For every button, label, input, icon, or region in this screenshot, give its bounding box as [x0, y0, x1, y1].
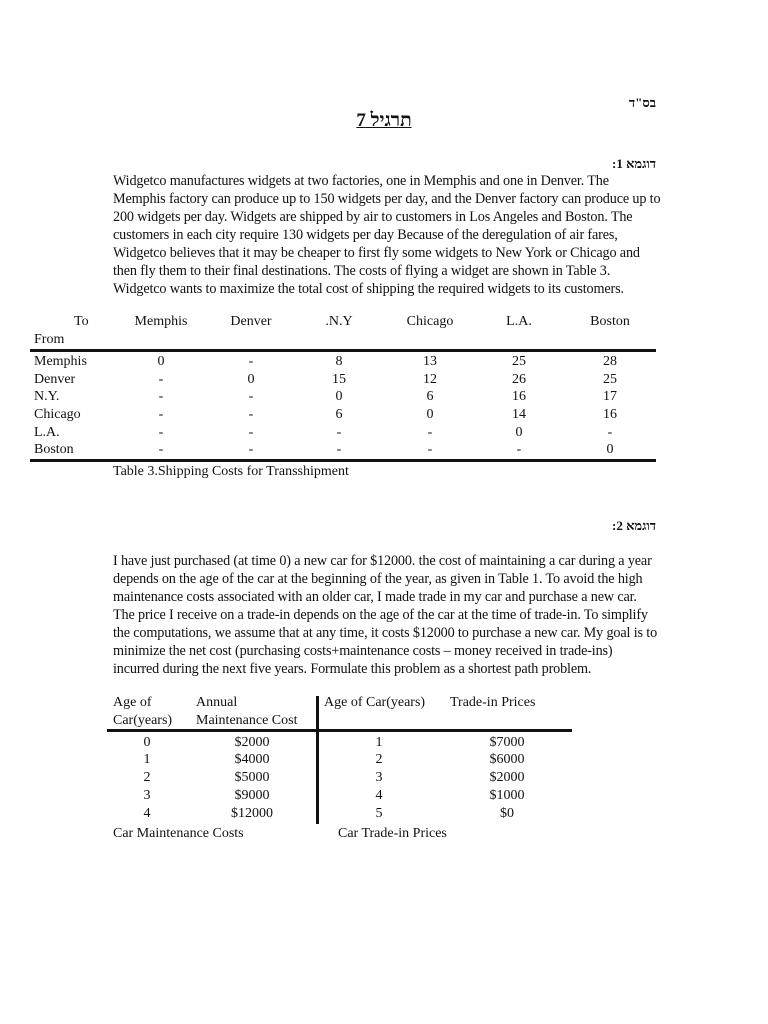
table-cell: - [158, 442, 164, 457]
tradein-caption: Car Trade-in Prices [338, 826, 447, 841]
page-title: תרגיל 7 [356, 110, 412, 131]
table-cell: - [336, 425, 342, 440]
trade-header-age: Age of Car(years) [324, 695, 426, 710]
table-cell: 25 [512, 354, 526, 369]
maint-age: 2 [143, 770, 151, 785]
col-header: Denver [230, 314, 272, 329]
table-cell: - [158, 389, 164, 404]
table-3-caption: Table 3.Shipping Costs for Transshipment [113, 464, 349, 479]
table-cell: 25 [603, 372, 617, 387]
example-2-label: דוגמא 2: [611, 518, 656, 533]
trade-age: 1 [375, 735, 383, 750]
table-divider [316, 696, 319, 824]
header-line: Maintenance Cost [196, 713, 298, 728]
table-cell: 16 [603, 407, 617, 422]
table-cell: 0 [157, 354, 165, 369]
table-cell: 13 [423, 354, 437, 369]
table-cell: 6 [335, 407, 343, 422]
trade-price: $0 [500, 806, 514, 821]
table-cell: - [158, 407, 164, 422]
table-cell: 12 [423, 372, 437, 387]
maint-cost: $5000 [234, 770, 270, 785]
table-cell: - [427, 425, 433, 440]
maint-cost: $9000 [234, 788, 270, 803]
table-rule [30, 349, 656, 352]
row-header: Boston [34, 442, 74, 457]
table-cell: 8 [335, 354, 343, 369]
table-cell: 28 [603, 354, 617, 369]
trade-price: $1000 [489, 788, 525, 803]
shipping-cost-table [30, 313, 656, 463]
maint-age: 0 [143, 735, 151, 750]
maint-cost: $12000 [231, 806, 273, 821]
row-header: Memphis [34, 354, 87, 369]
trade-price: $6000 [489, 752, 525, 767]
maint-age: 4 [143, 806, 151, 821]
row-header: L.A. [34, 425, 60, 440]
trade-age: 3 [375, 770, 383, 785]
table-rule [30, 459, 656, 462]
table-cell: 26 [512, 372, 526, 387]
table-cell: - [427, 442, 433, 457]
maintenance-caption: Car Maintenance Costs [113, 826, 244, 841]
maint-cost: $2000 [234, 735, 270, 750]
col-header: Memphis [134, 314, 188, 329]
maint-age: 1 [143, 752, 151, 767]
example-2-text: I have just purchased (at time 0) a new car for $12000. the cost of maintaining a car during a year depends on the age of the car at the beginning of the year, as given in Table 1. To avoid the high maintenance costs associated with an older car, I made trade in my car and purchase a new car. The price I receive on a trade-in depends on the age of the car at the time of trade-in. To simplify the computations, we assume that at any time, it costs $12000 to purchase a new car. My goal is to minimize the net cost (purchasing costs+maintenance costs – money received in trade-ins) incurred during the next five years. Formulate this problem as a shortest path problem. [113, 553, 658, 677]
table-cell: 6 [426, 389, 434, 404]
table-cell: 16 [512, 389, 526, 404]
maint-header-age [113, 694, 172, 730]
col-header: .N.Y [325, 314, 353, 329]
row-header: Chicago [34, 407, 81, 422]
maint-age: 3 [143, 788, 151, 803]
header-line: Car(years) [113, 713, 173, 728]
from-label: From [34, 332, 65, 347]
maint-cost: $4000 [234, 752, 270, 767]
table-cell: - [516, 442, 522, 457]
trade-header-price: Trade-in Prices [450, 695, 536, 710]
table-cell: - [248, 389, 254, 404]
maint-header-cost [196, 694, 297, 730]
table-cell: 0 [335, 389, 343, 404]
header-mark: בס"ד [628, 95, 656, 110]
header-line: Annual [196, 695, 238, 710]
table-cell: - [158, 425, 164, 440]
example-1-label: דוגמא 1: [611, 156, 656, 171]
trade-age: 5 [375, 806, 383, 821]
table-rule [107, 729, 572, 732]
row-header: N.Y. [34, 389, 60, 404]
trade-age: 4 [375, 788, 383, 803]
table-cell: 0 [515, 425, 523, 440]
table-cell: 17 [603, 389, 617, 404]
header-line: Age of [113, 695, 152, 710]
table-cell: - [336, 442, 342, 457]
col-header: Chicago [406, 314, 454, 329]
table-cell: 14 [512, 407, 526, 422]
table-cell: - [248, 407, 254, 422]
table-cell: 15 [332, 372, 346, 387]
col-header: Boston [590, 314, 630, 329]
table-cell: - [248, 354, 254, 369]
table-cell: - [158, 372, 164, 387]
table-cell: 0 [247, 372, 255, 387]
table-cell: 0 [426, 407, 434, 422]
table-cell: - [248, 425, 254, 440]
row-header: Denver [34, 372, 76, 387]
trade-price: $2000 [489, 770, 525, 785]
table-cell: - [607, 425, 613, 440]
example-1-text: Widgetco manufactures widgets at two factories, one in Memphis and one in Denver. The Memphis factory can produce up to 150 widgets per day, and the Denver factory can produce up to 200 widgets per day. Widgets are shipped by air to customers in Los Angeles and Boston. The customers in each city require 130 widgets per day Because of the deregulation of air fares, Widgetco believes that it may be cheaper to first fly some widgets to New York or Chicago and then fly them to their final destinations. The costs of flying a widget are shown in Table 3. Widgetco wants to maximize the total cost of shipping the required widgets to its customers. [113, 173, 661, 297]
trade-age: 2 [375, 752, 383, 767]
car-cost-tables [107, 694, 577, 844]
to-label: To [74, 314, 89, 329]
trade-price: $7000 [489, 735, 525, 750]
table-cell: 0 [606, 442, 614, 457]
col-header: L.A. [506, 314, 532, 329]
table-cell: - [248, 442, 254, 457]
